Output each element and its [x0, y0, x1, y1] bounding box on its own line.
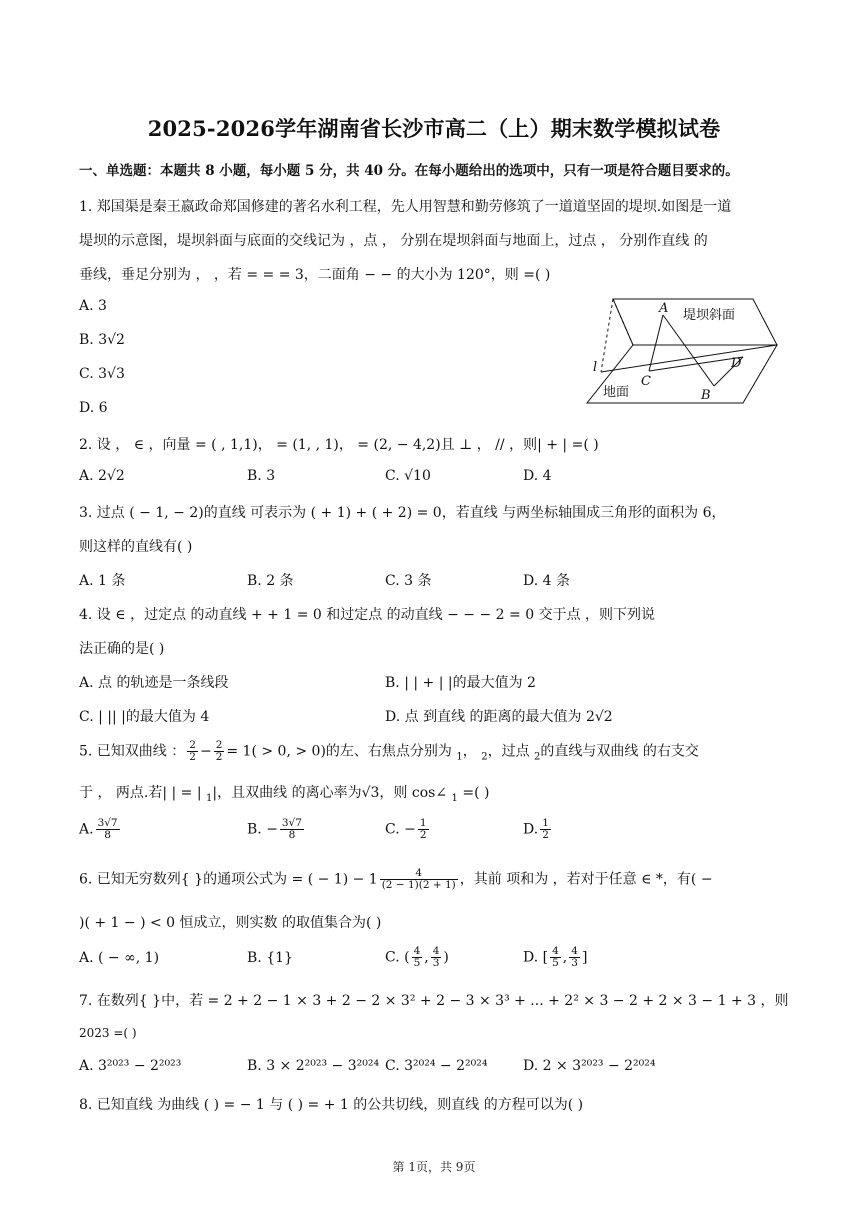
- q1-option-b: B. 3√2: [79, 332, 125, 348]
- q7-option-d: D. 2 × 3²⁰²³ − 2²⁰²⁴: [523, 1058, 656, 1074]
- q5-line2: [79, 782, 489, 804]
- q2-option-c: C. √10: [385, 468, 431, 484]
- q7-option-a: A. 3²⁰²³ − 2²⁰²³: [79, 1058, 182, 1074]
- q5-option-a-den: 8: [104, 829, 111, 841]
- q4-option-a: A. 点 的轨迹是一条线段: [79, 675, 229, 691]
- q5-option-d-label: D.: [523, 821, 539, 838]
- hidden-edge-1: [613, 299, 633, 345]
- line-l: [601, 345, 777, 372]
- q3-option-c: C. 3 条: [385, 573, 432, 589]
- q2-option-a: A. 2√2: [79, 468, 125, 484]
- q1-line1: 1. 郑国渠是秦王嬴政命郑国修建的著名水利工程，先人用智慧和勤劳修筑了一道道坚固的堤坝.如图是一道: [79, 199, 732, 215]
- q5-option-b-frac: [280, 818, 304, 841]
- label-d: D: [731, 356, 742, 371]
- q5-line1-e: 的直线与双曲线 的右支交: [540, 743, 699, 760]
- q7-line1: 7. 在数列{ }中，若 = 2 + 2 − 1 × 3 + 2 − 2 × 3² + 2 − 3 × 3³ + ... + 2² × 3 − 2 + 2 × 3 − 1 + 3 ，则: [79, 993, 789, 1009]
- label-b: B: [701, 388, 711, 403]
- q5-option-a-label: A.: [79, 821, 94, 838]
- q5-frac2-den: 2: [215, 751, 223, 763]
- q5-sub1b: 1: [206, 792, 213, 804]
- q6-line1-b: ，其前 项和为 ，若对于任意 ∈ *，有( −: [459, 871, 713, 888]
- q1-option-d: D. 6: [79, 400, 108, 416]
- q6-line1-a: 6. 已知无穷数列{ }的通项公式为 = ( − 1) − 1: [79, 871, 378, 888]
- q6-option-c-label: C.: [385, 949, 400, 966]
- q5-option-a-num: 3√7: [97, 817, 118, 829]
- q6-option-c-frac1: [412, 946, 423, 969]
- q5-line1-d: ，过点: [487, 743, 535, 760]
- segment-ab: [663, 315, 714, 386]
- q5-frac1: [187, 740, 198, 763]
- q5-option-d-den: 2: [542, 829, 549, 841]
- segment-cd: [649, 357, 743, 371]
- q1-line2: 堤坝的示意图，堤坝斜面与底面的交线记为 ，点 ， 分别在堤坝斜面与地面上，过点 ， 分别作直线 的: [79, 233, 708, 249]
- q5-option-d-frac: [540, 818, 551, 841]
- q6-option-c-f1-den: 5: [413, 957, 421, 969]
- q4-option-c: C. | || |的最大值为 4: [79, 709, 210, 725]
- q1-option-c: C. 3√3: [79, 366, 125, 382]
- q6-frac: [380, 868, 458, 891]
- q6-option-d-frac2: [569, 946, 580, 969]
- page-footer: 第 1页，共 9页: [392, 1160, 476, 1174]
- q2-option-d: D. 4: [523, 468, 552, 484]
- q5-option-c: [385, 818, 431, 841]
- q3-line2: 则这样的直线有( ): [79, 539, 193, 555]
- q5-line2-b: |，且双曲线 的离心率为√3，则 cos∠: [212, 785, 452, 801]
- q6-frac-num: 4: [380, 868, 458, 880]
- q7-line2: 2023 =( ): [79, 1026, 137, 1040]
- q5-frac2: [214, 740, 225, 763]
- section-heading: 一、单选题：本题共 8 小题，每小题 5 分，共 40 分。在每小题给出的选项中，只有一项是符合题目要求的。: [79, 163, 739, 179]
- q5-line1-c: ，: [462, 743, 482, 760]
- label-slope: 堤坝斜面: [683, 308, 736, 323]
- q6-option-d-frac1: [550, 946, 561, 969]
- q5-option-b-den: 8: [288, 829, 296, 841]
- q5-option-c-label: C. −: [385, 821, 416, 838]
- dam-diagram: [583, 295, 779, 407]
- label-a: A: [659, 301, 669, 316]
- q5-line2-c: =( ): [457, 785, 490, 801]
- q6-option-d-lbracket: [: [542, 949, 549, 966]
- q6-option-d-rbracket: ]: [581, 949, 588, 966]
- q5-sub1: 1: [456, 751, 463, 763]
- q5-sub2b: 2: [534, 751, 541, 763]
- q7-option-c: C. 3²⁰²⁴ − 2²⁰²⁴: [385, 1058, 488, 1074]
- q5-sub1c: 1: [451, 792, 458, 804]
- q6-option-d: D. [ $\frac{4}{5}$ , $\frac{4}{3}$ ]: [523, 945, 588, 969]
- q1-option-a: A. 3: [79, 298, 107, 314]
- q4-line1: 4. 设 ∈ ，过定点 的动直线 + + 1 = 0 和过定点 的动直线 − − − 2 = 0 交于点 ，则下列说: [79, 607, 656, 623]
- q5-option-b-label: B. −: [247, 821, 278, 838]
- q6-option-c-f2-num: 4: [432, 945, 440, 957]
- q5-line1-a: 5. 已知双曲线 ：: [79, 743, 186, 760]
- q6-option-c-f2-den: 3: [432, 957, 440, 969]
- q5-frac2-num: 2: [215, 739, 223, 751]
- q5-option-c-num: 1: [419, 817, 427, 829]
- q5-option-b: [247, 818, 306, 841]
- q5-option-a: [79, 818, 122, 841]
- q2-option-b: B. 3: [247, 468, 276, 484]
- q6-option-a: A. ( − ∞, 1): [79, 950, 160, 966]
- q6-frac-den: (2 − 1)(2 + 1): [381, 879, 456, 891]
- q5-line1-b: = 1( > 0, > 0)的左、右焦点分别为: [226, 743, 457, 760]
- q6-option-c-lparen: (: [404, 949, 410, 966]
- q5-frac1-num: 2: [189, 739, 196, 751]
- q5-option-b-num: 3√7: [281, 817, 302, 829]
- q6-option-c-rparen: ): [443, 949, 449, 966]
- q5-option-a-frac: [96, 818, 120, 841]
- q3-line1: 3. 过点 ( − 1, − 2)的直线 可表示为 ( + 1) + ( + 2) = 0，若直线 与两坐标轴围成三角形的面积为 6，: [79, 505, 726, 521]
- q8-line1: 8. 已知直线 为曲线 ( ) = − 1 与 ( ) = + 1 的公共切线，则直线 的方程可以为( ): [79, 1097, 584, 1113]
- q5-option-c-frac: [418, 818, 429, 841]
- q4-option-b: B. | | + | |的最大值为 2: [385, 675, 536, 691]
- q7-option-b: B. 3 × 2²⁰²³ − 3²⁰²⁴: [247, 1058, 380, 1074]
- q5-option-d-num: 1: [542, 817, 549, 829]
- q4-option-d: D. 点 到直线 的距离的最大值为 2√2: [385, 709, 613, 725]
- q5-line2-a: 于 ， 两点.若| | = |: [79, 785, 207, 801]
- q6-option-c: C. ( $\frac{4}{5}$ , $\frac{4}{3}$ ): [385, 945, 449, 969]
- q6-option-d-label: D.: [523, 949, 539, 966]
- q3-option-b: B. 2 条: [247, 573, 294, 589]
- q4-line2: 法正确的是( ): [79, 641, 165, 657]
- q6-line2: )( + 1 − ) < 0 恒成立，则实数 的取值集合为( ): [79, 915, 382, 931]
- q6-option-d-f1-num: 4: [552, 945, 559, 957]
- label-c: C: [641, 374, 651, 389]
- q6-option-c-f1-num: 4: [413, 945, 421, 957]
- q6-option-d-f1-den: 5: [552, 957, 559, 969]
- q6-option-c-frac2: [431, 946, 442, 969]
- q3-option-a: A. 1 条: [79, 573, 126, 589]
- q6-line1: [79, 868, 713, 891]
- label-l: l: [593, 360, 598, 375]
- hidden-edge-2: [601, 299, 613, 372]
- page-title: 2025-2026学年湖南省长沙市高二（上）期末数学模拟试卷: [147, 116, 721, 141]
- q6-option-b: B. {1}: [247, 950, 293, 966]
- label-ground: 地面: [603, 385, 630, 400]
- q5-option-d: [523, 818, 553, 841]
- q3-option-d: D. 4 条: [523, 573, 570, 589]
- q5-sub2a: 2: [481, 751, 488, 763]
- q6-option-d-f2-den: 3: [571, 957, 578, 969]
- q5-frac1-den: 2: [189, 751, 196, 763]
- q2-line1: 2. 设 ， ∈ ，向量 = ( , 1,1)， = (1, , 1)， = (2, − 4,2)且 ⊥ ， // ，则| + | =( ): [79, 437, 599, 453]
- q5-line1: 5. 已知双曲线 ： $\frac{2}{2}$ − $\frac{2}{2}$ = 1( > 0, > 0)的左、右焦点分别为 $_1$， $_2$，过点 $_2$的直线与双曲线 的右支交: [79, 739, 699, 763]
- q1-line3: 垂线，垂足分别为 ， ，若 = = = 3，二面角 − − 的大小为 120°，则 =( ): [79, 267, 551, 283]
- q5-option-c-den: 2: [419, 829, 427, 841]
- q6-option-d-f2-num: 4: [571, 945, 578, 957]
